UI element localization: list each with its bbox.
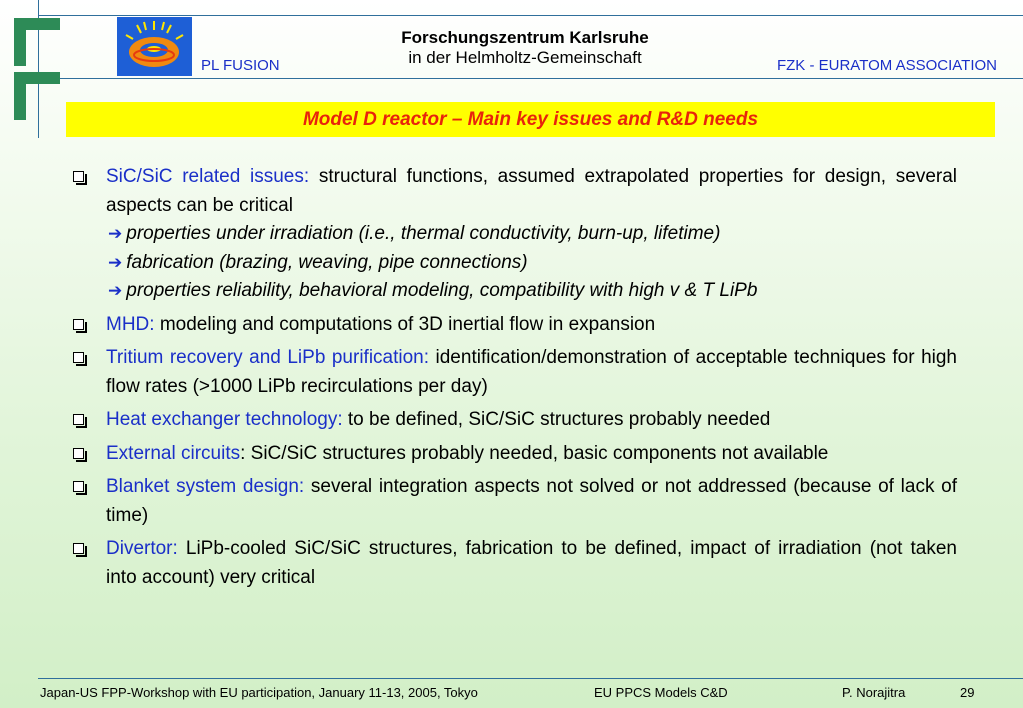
bullet-text: : SiC/SiC structures probably needed, basic components not available <box>240 442 829 464</box>
checkbox-bullet-icon <box>73 543 84 554</box>
fzk-logo-icon <box>14 18 72 120</box>
bullet-external-circuits <box>71 440 957 469</box>
bullet-text: identification/demonstration of acceptable techniques for high flow rates (>1000 LiPb recirculations per day) <box>106 347 957 397</box>
bullet-sic-issues <box>71 163 957 306</box>
association-label: FZK - EURATOM ASSOCIATION <box>776 57 997 74</box>
bullet-lead: Blanket system design: <box>106 476 305 497</box>
bullet-lead: Heat exchanger technology: <box>106 409 343 430</box>
bullet-tritium-recovery <box>71 344 957 401</box>
bullet-lead: SiC/SiC related issues: <box>106 166 310 187</box>
institution-line-1: Forschungszentrum Karlsruhe <box>401 28 649 47</box>
sub-item-text: properties reliability, behavioral modeling, compatibility with high v & T LiPb <box>126 280 758 301</box>
bullet-text: modeling and computations of 3D inertial flow in expansion <box>154 313 656 335</box>
institution-line-2: in der Helmholtz-Gemeinschaft <box>408 48 642 67</box>
bullet-text: structural functions, assumed extrapolated properties for design, several aspects can be critical <box>106 166 958 216</box>
arrow-right-icon: ➔ <box>108 281 123 300</box>
checkbox-bullet-icon <box>73 352 84 363</box>
bullet-divertor <box>71 535 957 592</box>
bullet-blanket-design <box>71 473 957 530</box>
page-number: 29 <box>960 685 975 700</box>
pl-fusion-logo-icon <box>117 17 192 76</box>
footer-rule <box>38 678 1023 679</box>
slide-title: Model D reactor – Main key issues and R&D needs <box>302 108 759 130</box>
bullet-lead: Divertor: <box>106 538 178 559</box>
bullet-text: several integration aspects not solved or not addressed (because of lack of time) <box>106 476 957 526</box>
checkbox-bullet-icon <box>73 171 84 182</box>
checkbox-bullet-icon <box>73 448 84 459</box>
footer-author: P. Norajitra <box>842 685 906 700</box>
arrow-right-icon: ➔ <box>108 224 123 243</box>
sub-item <box>106 220 957 249</box>
header-top-rule <box>38 15 1023 16</box>
checkbox-bullet-icon <box>73 319 84 330</box>
footer-topic: EU PPCS Models C&D <box>594 685 728 700</box>
bullet-lead: External circuits <box>106 442 241 464</box>
checkbox-bullet-icon <box>73 481 84 492</box>
checkbox-bullet-icon <box>73 414 84 425</box>
arrow-right-icon: ➔ <box>108 252 123 272</box>
pl-fusion-label: PL FUSION <box>201 57 280 74</box>
bullet-text: to be defined, SiC/SiC structures probably needed <box>342 409 771 430</box>
sub-item <box>106 249 957 278</box>
sub-item-text: fabrication (brazing, weaving, pipe connections) <box>126 251 528 273</box>
bullet-mhd <box>71 311 957 340</box>
bullet-lead: Tritium recovery and LiPb purification: <box>106 347 430 368</box>
sub-item-text: properties under irradiation (i.e., thermal conductivity, burn-up, lifetime) <box>126 223 721 244</box>
sub-item <box>106 277 957 306</box>
slide-title-bar <box>66 102 995 137</box>
header-middle-rule <box>38 78 1023 79</box>
bullet-list <box>71 163 957 597</box>
bullet-heat-exchanger <box>71 406 957 435</box>
bullet-lead: MHD: <box>106 313 155 335</box>
footer-event: Japan-US FPP-Workshop with EU participation, January 11-13, 2005, Tokyo <box>40 685 478 700</box>
institution-name <box>350 28 700 68</box>
bullet-text: LiPb-cooled SiC/SiC structures, fabrication to be defined, impact of irradiation (not taken into account) very critical <box>106 538 957 588</box>
